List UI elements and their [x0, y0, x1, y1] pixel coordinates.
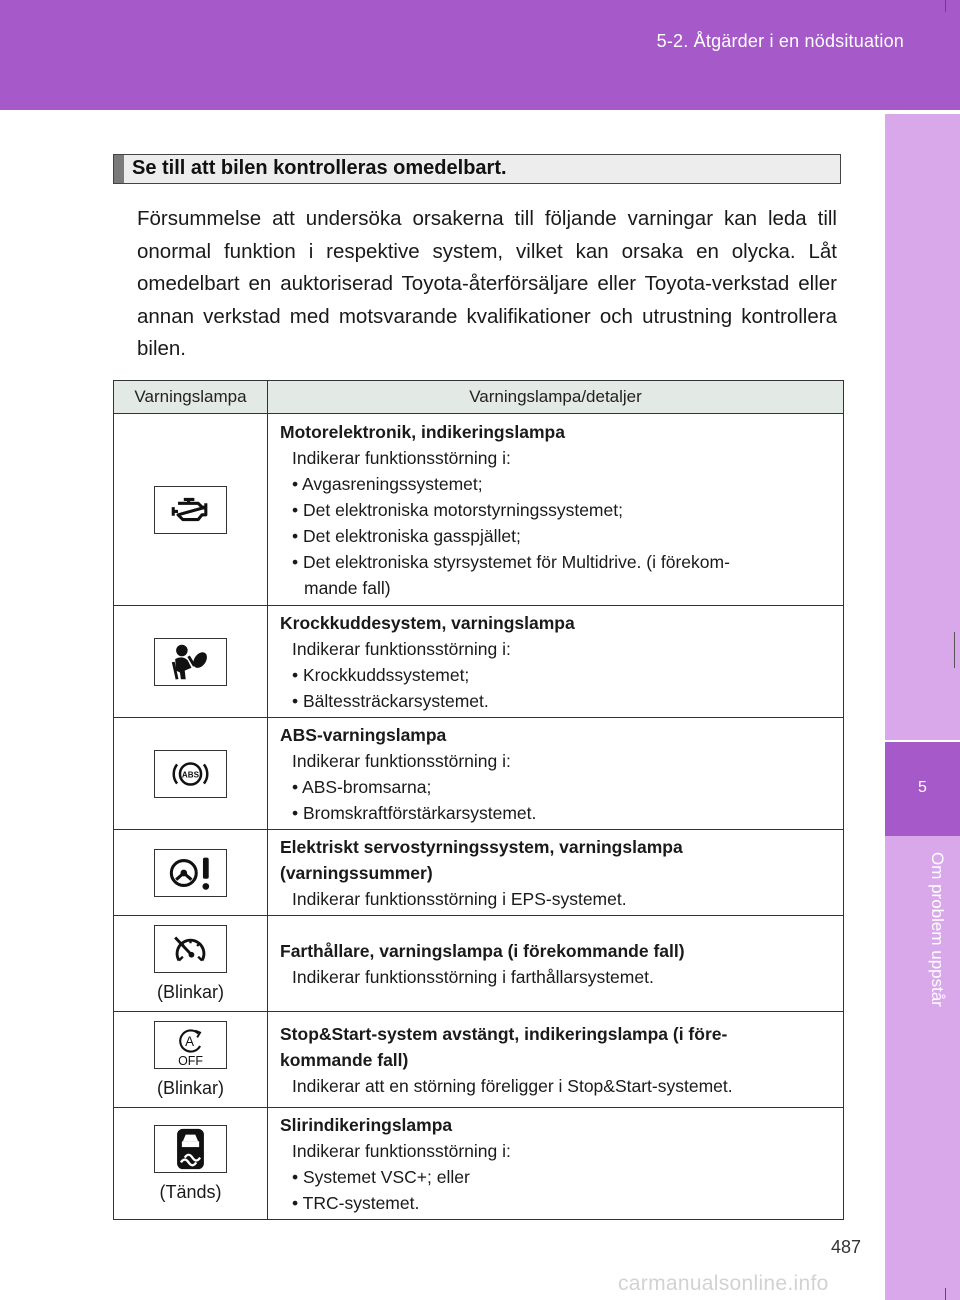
icon-cell: [114, 916, 268, 1012]
detail-line: mande fall): [304, 577, 391, 598]
detail-line: • Systemet VSC+; eller: [292, 1166, 470, 1187]
detail-cell: [268, 606, 844, 718]
heading-accent-bar: [114, 155, 124, 183]
crop-mark: [945, 1288, 946, 1300]
detail-cell: [268, 916, 844, 1012]
side-tab-lower: [885, 836, 960, 1300]
detail-line: • Avgasreningssystemet;: [292, 473, 483, 494]
icon-cell: [114, 718, 268, 830]
off-label: OFF: [178, 1053, 203, 1068]
side-tab-upper: [885, 114, 960, 740]
detail-cell: [268, 718, 844, 830]
detail-title: Krockkuddesystem, varningslampa: [280, 612, 575, 633]
detail-line: • Det elektroniska gasspjället;: [292, 525, 521, 546]
table-row: [114, 916, 844, 1012]
detail-title: Farthållare, varningslampa (i förekommande fall): [280, 940, 685, 961]
icon-cell: [114, 606, 268, 718]
icon-note: (Blinkar): [156, 981, 224, 1002]
detail-line: Indikerar funktionsstörning i:: [292, 1140, 511, 1161]
abs-icon: [154, 750, 227, 798]
detail-title: (varningssummer): [280, 862, 433, 883]
detail-cell: [268, 1108, 844, 1220]
airbag-icon: [154, 638, 227, 686]
detail-cell: [268, 830, 844, 916]
crop-mark: [945, 0, 946, 12]
detail-line: • ABS-bromsarna;: [292, 776, 432, 797]
warning-lights-table: [113, 380, 844, 1220]
detail-title: Slirindikeringslampa: [280, 1114, 453, 1135]
detail-title: Elektriskt servostyrningssystem, varningslampa: [280, 836, 683, 857]
table-row: [114, 1108, 844, 1220]
check-engine-icon: [154, 486, 227, 534]
detail-line: • Det elektroniska motorstyrningssystemet;: [292, 499, 623, 520]
detail-title: Motorelektronik, indikeringslampa: [280, 421, 565, 442]
column-header: Varningslampa: [114, 381, 268, 414]
icon-cell: [114, 1108, 268, 1220]
icon-cell: [114, 414, 268, 606]
svg-text:ABS: ABS: [181, 769, 200, 779]
detail-line: Indikerar funktionsstörning i:: [292, 447, 511, 468]
watermark: carmanualsonline.info: [618, 1272, 829, 1295]
chapter-number: 5: [918, 779, 927, 796]
chapter-tab[interactable]: [885, 742, 960, 836]
detail-line: Indikerar funktionsstörning i EPS-systemet.: [292, 888, 627, 909]
detail-cell: [268, 414, 844, 606]
detail-line: Indikerar funktionsstörning i farthållarsystemet.: [292, 966, 654, 987]
detail-line: Indikerar funktionsstörning i:: [292, 750, 511, 771]
detail-title: ABS-varningslampa: [280, 724, 447, 745]
detail-title: kommande fall): [280, 1049, 409, 1070]
crop-mark: [954, 632, 955, 668]
slip-indicator-icon: [154, 1125, 227, 1173]
table-row: [114, 606, 844, 718]
section-heading: [113, 154, 841, 184]
icon-note: (Tänds): [159, 1181, 222, 1202]
header-band: [0, 0, 960, 110]
svg-text:A: A: [185, 1033, 195, 1049]
icon-cell: [114, 1012, 268, 1108]
icon-note: (Blinkar): [156, 1077, 224, 1098]
section-title: 5-2. Åtgärder i en nödsituation: [656, 31, 904, 51]
cruise-control-icon: [154, 925, 227, 973]
detail-title: Stop&Start-system avstängt, indikeringslampa (i före-: [280, 1023, 728, 1044]
detail-line: • Bältessträckarsystemet.: [292, 690, 489, 711]
table-row: [114, 830, 844, 916]
chapter-title: Om problem uppstår: [928, 852, 947, 1007]
table-row: [114, 1012, 844, 1108]
table-row: [114, 414, 844, 606]
table-row: [114, 718, 844, 830]
page-number: 487: [831, 1237, 862, 1257]
table-header-row: [114, 381, 844, 414]
detail-line: • Krockkuddssystemet;: [292, 664, 470, 685]
column-header: Varningslampa/detaljer: [268, 381, 844, 414]
detail-line: • TRC-systemet.: [292, 1192, 420, 1213]
detail-line: • Det elektroniska styrsystemet för Multidrive. (i förekom-: [292, 551, 730, 572]
icon-cell: [114, 830, 268, 916]
intro-paragraph: Försummelse att undersöka orsakerna till följande varningar kan leda till onormal funktion i respektive system, vilket kan orsaka en olycka. Låt omedelbart en auktoriserad Toyota-återförsäljare eller Toyota-verkstad eller annan verkstad med motsvarande kvalifikationer och utrustning kontrollera bilen.: [137, 207, 837, 360]
power-steering-icon: [154, 849, 227, 897]
heading-text: Se till att bilen kontrolleras omedelbart.: [132, 157, 507, 179]
detail-line: • Bromskraftförstärkarsystemet.: [292, 802, 537, 823]
detail-line: Indikerar funktionsstörning i:: [292, 638, 511, 659]
detail-line: Indikerar att en störning föreligger i Stop&Start-systemet.: [292, 1075, 733, 1096]
stop-start-off-icon: [154, 1021, 227, 1069]
detail-cell: [268, 1012, 844, 1108]
